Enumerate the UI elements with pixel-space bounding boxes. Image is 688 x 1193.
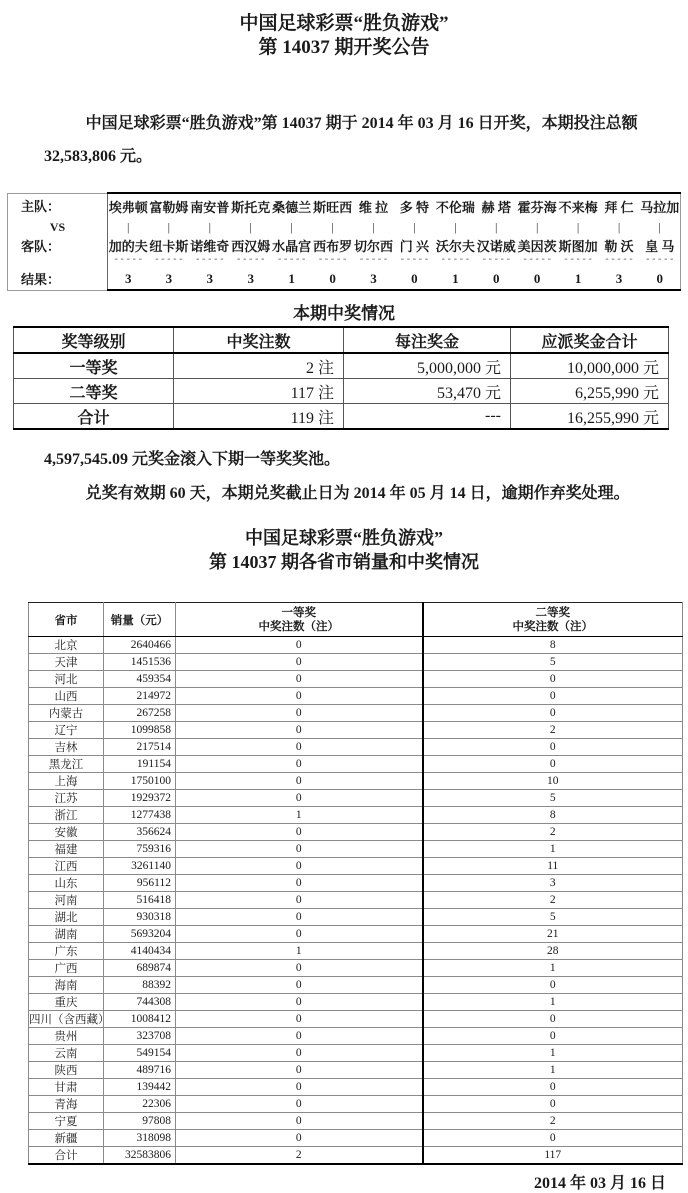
province-cell: 1750100	[104, 773, 176, 790]
prize-header-total: 应派奖金合计	[511, 327, 669, 353]
province-cell: 1099858	[104, 722, 176, 739]
province-cell: 0	[176, 1096, 423, 1113]
province-cell: 0	[176, 1079, 423, 1096]
province-cell: 广东	[29, 943, 104, 960]
home-team: 马拉加	[639, 193, 680, 218]
province-cell: 湖北	[29, 909, 104, 926]
home-team: 斯托克	[230, 193, 271, 218]
province-cell: 云南	[29, 1045, 104, 1062]
province-cell: 0	[176, 705, 423, 722]
prize-cell: 5,000,000 元	[344, 353, 511, 379]
province-cell: 2	[423, 722, 683, 739]
province-cell: 山东	[29, 875, 104, 892]
home-team: 霍芬海	[517, 193, 558, 218]
province-cell: 1	[176, 807, 423, 824]
away-team-cell	[639, 236, 680, 268]
province-cell: 11	[423, 858, 683, 875]
province-cell: 549154	[104, 1045, 176, 1062]
province-row	[29, 671, 683, 688]
province-row	[29, 790, 683, 807]
province-cell: 2	[423, 1113, 683, 1130]
province-cell: 宁夏	[29, 1113, 104, 1130]
province-row	[29, 654, 683, 671]
away-team-cell	[353, 236, 394, 268]
dashes-separator: -----	[522, 254, 553, 265]
match-result: 3	[148, 268, 189, 290]
province-row	[29, 1011, 683, 1028]
province-row	[29, 1130, 683, 1147]
doc-title-line1: 中国足球彩票“胜负游戏”	[239, 13, 449, 34]
province-cell: 5	[423, 909, 683, 926]
province-sales-table	[28, 602, 683, 1165]
home-team: 不伦瑞	[435, 193, 476, 218]
province-cell: 759316	[104, 841, 176, 858]
province-row	[29, 739, 683, 756]
prize-cell: 119 注	[174, 404, 344, 430]
province-row	[29, 943, 683, 960]
prize-cell: ---	[344, 404, 511, 430]
dashes-separator: -----	[440, 254, 471, 265]
province-row	[29, 824, 683, 841]
vs-separator: |	[658, 219, 661, 234]
province-cell: 河北	[29, 671, 104, 688]
province-cell: 1	[423, 960, 683, 977]
province-cell: 22306	[104, 1096, 176, 1113]
province-cell: 1	[423, 841, 683, 858]
prize-cell: 二等奖	[14, 379, 174, 404]
province-row	[29, 909, 683, 926]
province-row	[29, 1028, 683, 1045]
first-prize-subtitle: 中奖注数（注）	[258, 620, 339, 633]
province-cell: 191154	[104, 756, 176, 773]
prize-header-per-bet: 每注奖金	[344, 327, 511, 353]
province-cell: 8	[423, 807, 683, 824]
home-team: 埃弗顿	[108, 193, 149, 218]
province-cell: 江西	[29, 858, 104, 875]
dashes-separator: -----	[113, 254, 144, 265]
province-cell: 88392	[104, 977, 176, 994]
match-away-row	[8, 236, 681, 268]
away-row-label: 客队：	[8, 236, 108, 268]
province-cell: 2	[423, 824, 683, 841]
prize-summary-body	[14, 353, 669, 429]
dashes-separator: -----	[481, 254, 512, 265]
province-cell: 4140434	[104, 943, 176, 960]
province-cell: 0	[176, 671, 423, 688]
province-cell: 1	[423, 1045, 683, 1062]
province-cell: 318098	[104, 1130, 176, 1147]
dashes-separator: -----	[563, 254, 594, 265]
province-sales-body	[29, 637, 683, 1165]
province-row	[29, 1079, 683, 1096]
province-cell: 重庆	[29, 994, 104, 1011]
province-cell: 0	[176, 1045, 423, 1062]
match-vs-row	[8, 218, 681, 236]
match-home-row	[8, 193, 681, 218]
home-row-label: 主队：	[8, 193, 108, 218]
province-row	[29, 960, 683, 977]
province-cell: 0	[176, 722, 423, 739]
province-cell: 516418	[104, 892, 176, 909]
province-row	[29, 1147, 683, 1165]
province-cell: 新疆	[29, 1130, 104, 1147]
province-cell: 1	[423, 994, 683, 1011]
province-cell: 0	[176, 926, 423, 943]
province-cell: 0	[176, 637, 423, 654]
province-cell: 0	[176, 977, 423, 994]
home-team: 富勒姆	[148, 193, 189, 218]
away-team-cell	[312, 236, 353, 268]
away-team-cell	[189, 236, 230, 268]
away-team: 切尔西	[353, 239, 393, 254]
province-cell: 323708	[104, 1028, 176, 1045]
match-results-body	[8, 193, 681, 290]
vs-separator: |	[372, 219, 375, 234]
home-team: 维 拉	[353, 193, 394, 218]
first-prize-title: 一等奖	[281, 606, 316, 619]
province-cell: 吉林	[29, 739, 104, 756]
prize-header-level: 奖等级别	[14, 327, 174, 353]
province-row	[29, 875, 683, 892]
province-cell: 福建	[29, 841, 104, 858]
vs-separator: |	[167, 219, 171, 234]
away-team-cell	[599, 236, 640, 268]
prize-cell: 合计	[14, 404, 174, 430]
province-row	[29, 1096, 683, 1113]
province-cell: 上海	[29, 773, 104, 790]
province-cell: 0	[176, 841, 423, 858]
prize-cell: 6,255,990 元	[511, 379, 669, 404]
province-cell: 0	[423, 739, 683, 756]
province-cell: 5	[423, 654, 683, 671]
province-cell: 天津	[29, 654, 104, 671]
province-cell: 0	[423, 671, 683, 688]
away-team: 皇 马	[645, 239, 675, 254]
province-cell: 744308	[104, 994, 176, 1011]
match-result: 0	[312, 268, 353, 290]
province-cell: 0	[176, 1011, 423, 1028]
province-cell: 0	[176, 688, 423, 705]
province-row	[29, 807, 683, 824]
second-prize-subtitle: 中奖注数（注）	[512, 620, 593, 633]
home-team: 桑德兰	[271, 193, 312, 218]
dashes-separator: -----	[644, 254, 675, 265]
province-cell: 湖南	[29, 926, 104, 943]
province-cell: 0	[176, 756, 423, 773]
prize-cell: 117 注	[174, 379, 344, 404]
province-cell: 江苏	[29, 790, 104, 807]
province-row	[29, 637, 683, 654]
province-cell: 217514	[104, 739, 176, 756]
vs-row-label: VS	[8, 218, 108, 236]
province-cell: 32583806	[104, 1147, 176, 1165]
province-cell: 0	[423, 1028, 683, 1045]
province-cell: 139442	[104, 1079, 176, 1096]
footer-date: 2014 年 03 月 16 日	[533, 1175, 666, 1192]
province-header-sales: 销量（元）	[104, 603, 176, 637]
away-team-cell	[394, 236, 435, 268]
province-cell: 28	[423, 943, 683, 960]
away-team-cell	[476, 236, 517, 268]
province-cell: 214972	[104, 688, 176, 705]
province-cell: 1	[176, 943, 423, 960]
province-cell: 1008412	[104, 1011, 176, 1028]
away-team: 门 兴	[399, 239, 430, 254]
province-cell: 安徽	[29, 824, 104, 841]
match-result: 1	[435, 268, 476, 290]
dashes-separator: -----	[603, 254, 635, 265]
match-result: 1	[271, 268, 312, 290]
away-team: 纽卡斯	[149, 239, 189, 254]
dashes-separator: -----	[235, 254, 266, 265]
province-cell: 0	[176, 1113, 423, 1130]
intro-paragraph: 中国足球彩票“胜负游戏”第 14037 期于 2014 年 03 月 16 日开奖，本期投注总额 32,583,806 元。	[44, 115, 638, 165]
province-cell: 0	[176, 960, 423, 977]
home-team: 多 特	[394, 193, 435, 218]
vs-separator: |	[617, 219, 621, 234]
prize-cell: 2 注	[174, 353, 344, 379]
province-cell: 5	[423, 790, 683, 807]
province-cell: 0	[423, 756, 683, 773]
province-cell: 0	[176, 858, 423, 875]
province-cell: 0	[423, 1011, 683, 1028]
province-cell: 1	[423, 1062, 683, 1079]
province-header-name: 省市	[29, 603, 104, 637]
province-cell: 黑龙江	[29, 756, 104, 773]
province-row	[29, 756, 683, 773]
vs-separator: |	[127, 219, 130, 234]
match-result: 0	[517, 268, 558, 290]
province-row	[29, 858, 683, 875]
province-cell: 青海	[29, 1096, 104, 1113]
province-cell: 356624	[104, 824, 176, 841]
province-cell: 海南	[29, 977, 104, 994]
province-cell: 3	[423, 875, 683, 892]
vs-separator: |	[495, 219, 498, 234]
province-row	[29, 1045, 683, 1062]
province-cell: 956112	[104, 875, 176, 892]
province-cell: 合计	[29, 1147, 104, 1165]
province-row	[29, 892, 683, 909]
vs-separator: |	[535, 219, 539, 234]
province-cell: 广西	[29, 960, 104, 977]
second-prize-title: 二等奖	[535, 606, 570, 619]
province-cell: 97808	[104, 1113, 176, 1130]
province-cell: 117	[423, 1147, 683, 1165]
match-result: 3	[599, 268, 640, 290]
vs-separator: |	[576, 219, 580, 234]
match-result: 3	[108, 268, 149, 290]
away-team: 沃尔夫	[435, 239, 475, 254]
away-team: 加的夫	[108, 239, 148, 254]
province-header-first-prize	[176, 603, 423, 637]
province-section-title-line1: 中国足球彩票“胜负游戏”	[245, 528, 443, 548]
province-cell: 459354	[104, 671, 176, 688]
province-row	[29, 1113, 683, 1130]
match-result: 0	[394, 268, 435, 290]
dashes-separator: -----	[317, 254, 348, 265]
away-team-cell	[108, 236, 149, 268]
away-team: 斯图加	[558, 239, 598, 254]
vs-separator: |	[290, 219, 293, 234]
province-cell: 2	[423, 892, 683, 909]
province-cell: 河南	[29, 892, 104, 909]
away-team: 西汉姆	[231, 239, 271, 254]
province-row	[29, 926, 683, 943]
province-cell: 0	[176, 909, 423, 926]
province-cell: 贵州	[29, 1028, 104, 1045]
province-cell: 山西	[29, 688, 104, 705]
away-team-cell	[435, 236, 476, 268]
prize-summary-table	[13, 326, 669, 430]
province-cell: 1929372	[104, 790, 176, 807]
prize-header-row	[14, 327, 669, 353]
away-team-cell	[271, 236, 312, 268]
vs-separator: |	[413, 219, 416, 234]
vs-separator: |	[208, 219, 211, 234]
province-cell: 0	[176, 1130, 423, 1147]
province-cell: 1277438	[104, 807, 176, 824]
away-team: 诺维奇	[190, 239, 230, 254]
province-cell: 0	[176, 824, 423, 841]
province-cell: 0	[176, 790, 423, 807]
province-cell: 0	[176, 892, 423, 909]
province-cell: 0	[176, 773, 423, 790]
rollover-text: 4,597,545.09 元奖金滚入下期一等奖奖池。	[44, 451, 341, 468]
province-cell: 2640466	[104, 637, 176, 654]
province-cell: 辽宁	[29, 722, 104, 739]
prize-section-title: 本期中奖情况	[293, 304, 395, 323]
prize-cell: 10,000,000 元	[511, 353, 669, 379]
dashes-separator: -----	[399, 254, 430, 265]
province-cell: 0	[423, 1079, 683, 1096]
match-result: 3	[230, 268, 271, 290]
away-team-cell	[558, 236, 599, 268]
province-cell: 浙江	[29, 807, 104, 824]
province-row	[29, 994, 683, 1011]
match-result: 0	[639, 268, 680, 290]
home-team: 拜 仁	[599, 193, 640, 218]
vs-separator: |	[249, 219, 252, 234]
home-team: 南安普	[189, 193, 230, 218]
province-cell: 甘肃	[29, 1079, 104, 1096]
province-cell: 8	[423, 637, 683, 654]
province-cell: 930318	[104, 909, 176, 926]
away-team: 汉诺威	[476, 239, 516, 254]
match-result: 1	[558, 268, 599, 290]
dashes-separator: -----	[358, 254, 389, 265]
match-results-table	[7, 192, 681, 291]
province-cell: 0	[423, 1096, 683, 1113]
away-team-cell	[517, 236, 558, 268]
province-header-second-prize	[423, 603, 683, 637]
home-team: 不来梅	[558, 193, 599, 218]
prize-row	[14, 404, 669, 430]
province-cell: 0	[423, 1130, 683, 1147]
province-cell: 0	[176, 654, 423, 671]
away-team-cell	[230, 236, 271, 268]
away-team: 水晶宫	[272, 239, 312, 254]
province-cell: 0	[176, 1062, 423, 1079]
match-result-row	[8, 268, 681, 290]
province-cell: 267258	[104, 705, 176, 722]
away-team: 美因茨	[517, 239, 557, 254]
province-row	[29, 841, 683, 858]
dashes-separator: -----	[153, 254, 184, 265]
dashes-separator: -----	[194, 254, 225, 265]
province-cell: 北京	[29, 637, 104, 654]
province-row	[29, 688, 683, 705]
prize-row	[14, 353, 669, 379]
result-row-label: 结果：	[8, 268, 108, 290]
prize-row	[14, 379, 669, 404]
province-cell: 2	[176, 1147, 423, 1165]
away-team: 西布罗	[313, 239, 353, 254]
province-cell: 0	[423, 977, 683, 994]
province-cell: 5693204	[104, 926, 176, 943]
province-cell: 内蒙古	[29, 705, 104, 722]
prize-header-count: 中奖注数	[174, 327, 344, 353]
province-row	[29, 722, 683, 739]
province-row	[29, 705, 683, 722]
prize-cell: 16,255,990 元	[511, 404, 669, 430]
province-row	[29, 1062, 683, 1079]
province-cell: 陕西	[29, 1062, 104, 1079]
prize-cell: 一等奖	[14, 353, 174, 379]
home-team: 赫 塔	[476, 193, 517, 218]
province-header-row	[29, 603, 683, 637]
away-team-cell	[148, 236, 189, 268]
home-team: 斯旺西	[312, 193, 353, 218]
province-cell: 21	[423, 926, 683, 943]
province-cell: 0	[176, 994, 423, 1011]
match-result: 3	[189, 268, 230, 290]
match-result: 0	[476, 268, 517, 290]
province-cell: 1451536	[104, 654, 176, 671]
province-cell: 0	[423, 688, 683, 705]
redeem-text: 兑奖有效期 60 天，本期兑奖截止日为 2014 年 05 月 14 日，逾期作弃奖处理。	[85, 485, 630, 502]
province-section-title-line2: 第 14037 期各省市销量和中奖情况	[209, 552, 479, 572]
province-cell: 0	[176, 739, 423, 756]
province-cell: 0	[423, 705, 683, 722]
vs-separator: |	[454, 219, 457, 234]
prize-cell: 53,470 元	[344, 379, 511, 404]
province-cell: 3261140	[104, 858, 176, 875]
province-cell: 10	[423, 773, 683, 790]
doc-title-line2: 第 14037 期开奖公告	[258, 37, 430, 58]
vs-separator: |	[331, 219, 334, 234]
match-result: 3	[353, 268, 394, 290]
province-cell: 489716	[104, 1062, 176, 1079]
province-cell: 0	[176, 875, 423, 892]
province-cell: 0	[176, 1028, 423, 1045]
away-team: 勒 沃	[604, 239, 634, 254]
province-row	[29, 977, 683, 994]
province-cell: 四川（含西藏）	[29, 1011, 104, 1028]
province-cell: 689874	[104, 960, 176, 977]
dashes-separator: -----	[276, 254, 307, 265]
province-row	[29, 773, 683, 790]
